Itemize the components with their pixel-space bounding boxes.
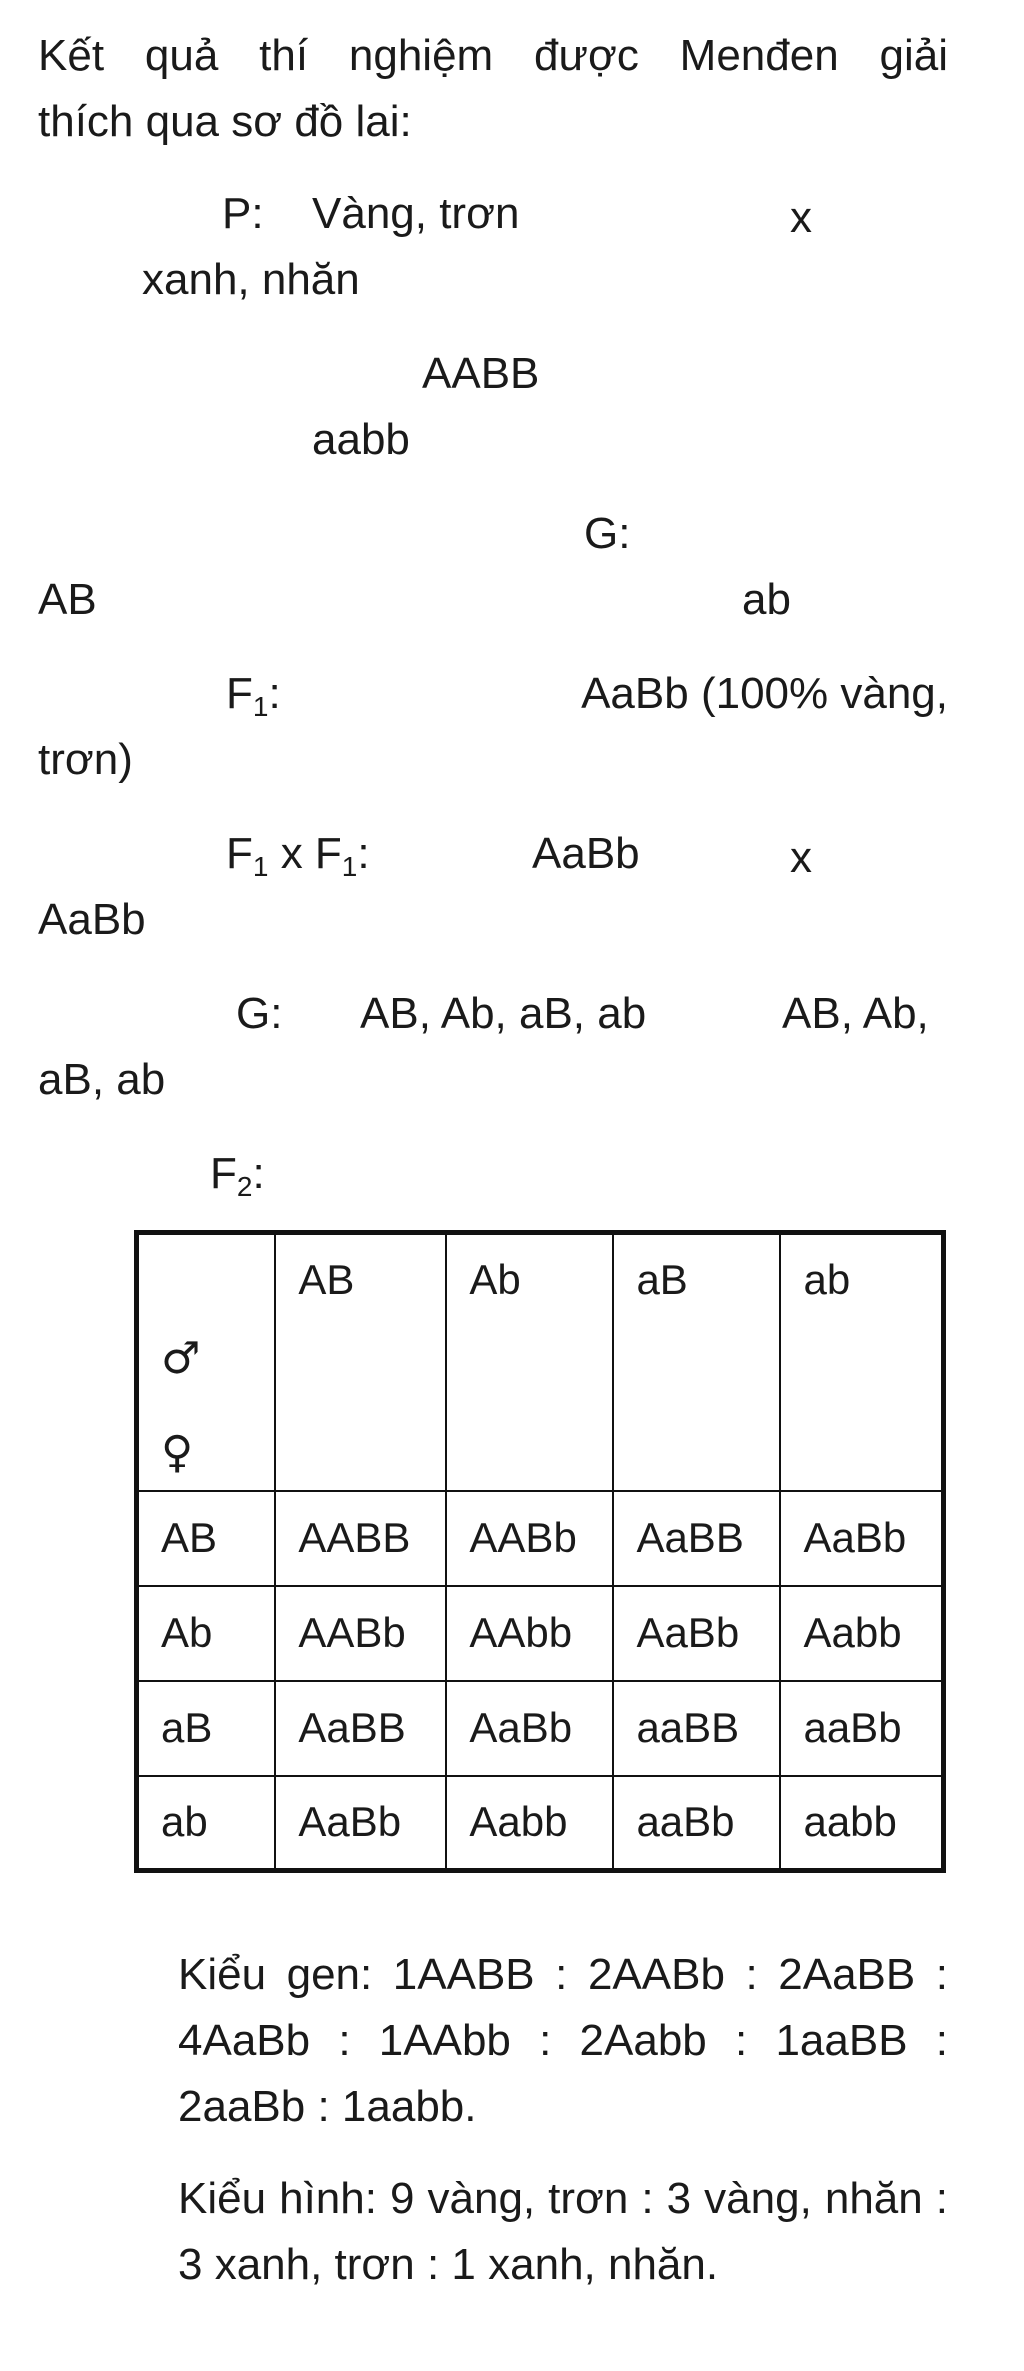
punnett-cell: AaBb: [446, 1681, 613, 1776]
punnett-header-row: [137, 1233, 944, 1491]
punnett-row: [137, 1681, 944, 1776]
intro-line-1: Kết quả thí nghiệm được Menđen giải: [38, 31, 948, 80]
punnett-cell: Aabb: [780, 1586, 943, 1681]
punnett-cell: AaBB: [275, 1681, 446, 1776]
punnett-cell: aaBb: [613, 1776, 780, 1871]
f1-cross-label: $F_1$ x $F_1$:: [226, 829, 370, 882]
punnett-cell: AaBb: [780, 1491, 943, 1586]
g-left-gamete: AB: [38, 575, 97, 624]
punnett-cell: aabb: [780, 1776, 943, 1871]
g2-right-gametes-1: AB, Ab,: [782, 989, 929, 1038]
punnett-corner-cell: [137, 1233, 276, 1491]
punnett-cell: aaBb: [780, 1681, 943, 1776]
punnett-cell: aaBB: [613, 1681, 780, 1776]
phenotype-ratio: Kiểu hình: 9 vàng, trơn : 3 vàng, nhăn : 3 xanh, trơn : 1 xanh, nhăn.: [178, 2174, 948, 2289]
f1-cross-left: AaBb: [532, 829, 640, 878]
punnett-col-header: AB: [275, 1233, 446, 1491]
punnett-cell: AaBb: [613, 1586, 780, 1681]
p-left-genotype: AABB: [422, 349, 540, 398]
punnett-row-header: aB: [137, 1681, 276, 1776]
punnett-cell: AaBb: [275, 1776, 446, 1871]
punnett-cell: Aabb: [446, 1776, 613, 1871]
g-right-gamete: ab: [742, 575, 791, 624]
punnett-row: [137, 1491, 944, 1586]
g2-right-gametes-2: aB, ab: [38, 1055, 166, 1104]
f1-cross-right: AaBb: [38, 895, 146, 944]
genotype-ratio: Kiểu gen: 1AABB : 2AABb : 2AaBB : 4AaBb : 1AAbb : 2Aabb : 1aaBB : 2aaBb : 1aabb.: [178, 1950, 948, 2131]
p-right-phenotype: xanh, nhăn: [142, 255, 360, 304]
g2-left-gametes: AB, Ab, aB, ab: [360, 989, 647, 1038]
punnett-col-header: Ab: [446, 1233, 613, 1491]
punnett-row-header: ab: [137, 1776, 276, 1871]
intro-line-2: thích qua sơ đồ lai:: [38, 97, 412, 146]
punnett-cell: AAbb: [446, 1586, 613, 1681]
p-cross-symbol: x: [790, 193, 812, 242]
f1-genotype: AaBb (100% vàng,: [581, 669, 948, 718]
female-symbol-icon: ♀: [161, 1427, 194, 1478]
g-label: G:: [584, 509, 631, 558]
p-left-phenotype: Vàng, trơn: [312, 189, 520, 238]
punnett-cell: AABb: [446, 1491, 613, 1586]
f1-genotype-cont: trơn): [38, 735, 133, 784]
punnett-square: [134, 1230, 946, 1873]
f1-label: $F_1$:: [226, 669, 281, 722]
punnett-row: [137, 1776, 944, 1871]
p-label: P:: [222, 189, 264, 238]
p-right-genotype: aabb: [312, 415, 410, 464]
punnett-row-header: Ab: [137, 1586, 276, 1681]
male-symbol-icon: ♂: [161, 1333, 201, 1384]
punnett-col-header: ab: [780, 1233, 943, 1491]
punnett-col-header: aB: [613, 1233, 780, 1491]
f1-cross-symbol: x: [790, 833, 812, 882]
f2-label: $F_2$:: [210, 1149, 265, 1202]
punnett-cell: AaBB: [613, 1491, 780, 1586]
punnett-row: [137, 1586, 944, 1681]
punnett-cell: AABb: [275, 1586, 446, 1681]
punnett-cell: AABB: [275, 1491, 446, 1586]
g2-label: G:: [236, 989, 283, 1038]
punnett-row-header: AB: [137, 1491, 276, 1586]
